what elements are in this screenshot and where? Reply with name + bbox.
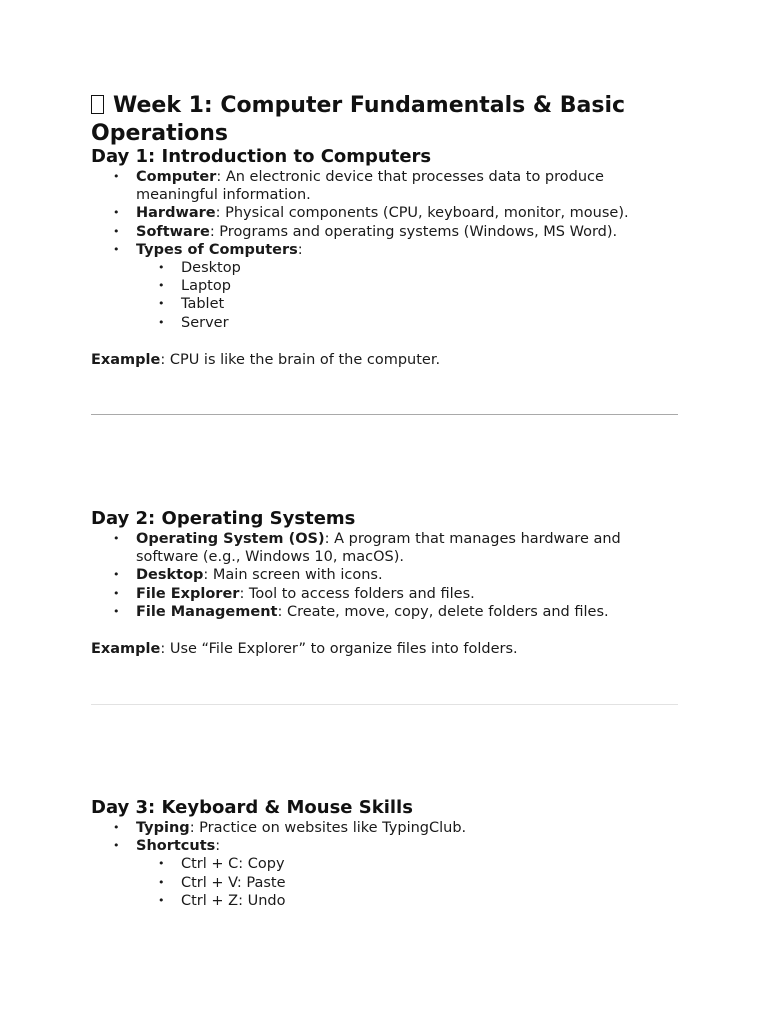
missing-glyph-icon [91,95,104,114]
shortcuts-list [136,855,679,910]
list-item-desc: : [297,241,303,258]
day1-example [91,351,440,369]
list-item-term: File Management [136,603,278,620]
sub-list-item: • Laptop [181,277,679,295]
example-label: Example [91,352,161,368]
list-item [136,530,679,566]
day3-section [91,797,679,910]
list-item-term: Desktop [136,567,204,584]
list-item-desc: : Main screen with icons. [203,567,383,584]
list-item [136,837,679,910]
list-item [136,223,679,241]
list-item-desc: : Physical components (CPU, keyboard, monitor, mouse). [215,205,629,222]
list-item [136,603,679,621]
sub-list-item: • Desktop [181,259,679,277]
list-item-term: Types of Computers [136,241,298,258]
day3-list [91,819,679,910]
list-item-desc: : An electronic device that processes data to produce meaningful information. [136,169,604,204]
list-item-desc: : Tool to access folders and files. [239,585,475,602]
sub-list-item: • Ctrl + V: Paste [181,874,679,892]
list-item [136,585,679,603]
example-label: Example [91,641,161,657]
example-text: : Use “File Explorer” to organize files into folders. [160,641,518,657]
day2-section [91,508,679,621]
day2-example [91,640,518,658]
page-title-text: Week 1: Computer Fundamentals & Basic Operations [91,93,626,146]
list-item-term: Hardware [136,205,216,222]
list-item-term: Computer [136,169,217,185]
list-item [136,168,679,204]
list-item [136,204,679,222]
day2-heading: Day 2: Operating Systems [91,508,356,529]
divider [91,414,678,415]
day1-section [91,146,679,332]
day1-list [91,168,679,332]
list-item-desc: : Practice on websites like TypingClub. [189,820,467,836]
page-title [91,92,679,148]
list-item-desc: : Create, move, copy, delete folders and files. [277,603,609,620]
list-item-desc: : [215,838,221,855]
example-text: : CPU is like the brain of the computer. [160,352,441,368]
computer-types-list [136,259,679,332]
sub-list-item: • Server [181,314,679,332]
list-item [136,819,679,837]
sub-list-item: • Tablet [181,295,679,313]
list-item [136,241,679,332]
divider [91,704,678,705]
day3-heading: Day 3: Keyboard & Mouse Skills [91,797,413,818]
sub-list-item: • Ctrl + Z: Undo [181,892,679,910]
list-item-term: Operating System (OS) [136,531,325,547]
sub-list-item: • Ctrl + C: Copy [181,855,679,873]
day2-list [91,530,679,621]
list-item-desc: : A program that manages hardware and software (e.g., Windows 10, macOS). [136,531,621,566]
list-item-term: Software [136,223,210,240]
list-item-term: Typing [136,820,190,836]
list-item [136,566,679,584]
list-item-term: Shortcuts [136,838,216,855]
day1-heading: Day 1: Introduction to Computers [91,146,432,167]
list-item-desc: : Programs and operating systems (Windows, MS Word). [209,223,618,240]
list-item-term: File Explorer [136,585,240,602]
